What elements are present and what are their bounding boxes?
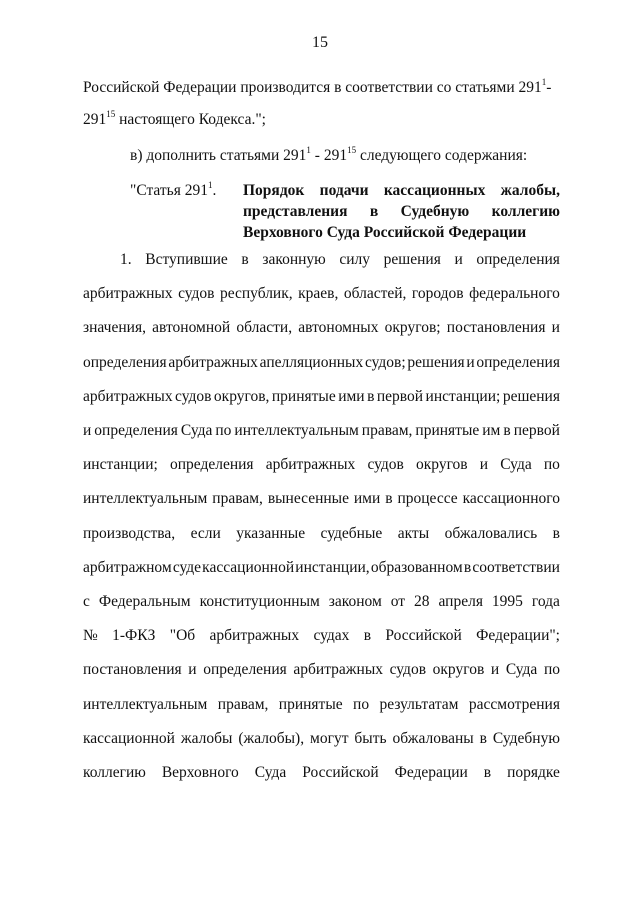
body-word: правам, (217, 695, 269, 713)
body-word: постановления (446, 319, 546, 337)
body-word: автономной (152, 319, 231, 337)
body-word: 1-ФКЗ (112, 627, 156, 645)
body-word: области, (236, 319, 293, 337)
body-word: и (454, 251, 463, 268)
body-word: принятые (415, 422, 480, 439)
body-word: акты (397, 524, 430, 542)
body-word: Верховного (161, 764, 239, 781)
body-word: интеллектуальным (83, 490, 208, 508)
body-line (83, 558, 560, 578)
body-word: года (531, 593, 560, 610)
body-word: Российской (302, 764, 379, 781)
body-line (120, 250, 560, 270)
body-word: Судебную (492, 729, 560, 747)
body-word: и (490, 661, 500, 679)
body-line (83, 318, 560, 338)
body-word: Суда (500, 456, 532, 474)
body-word: федерального (469, 285, 560, 303)
body-word: если (190, 524, 221, 542)
body-word: арбитражных (293, 661, 383, 679)
body-word: судов (367, 456, 404, 474)
body-word: законом (328, 593, 382, 610)
body-word: им (482, 422, 501, 439)
body-word: образованном (370, 558, 463, 576)
body-word: конституционным (199, 593, 320, 610)
body-word: № (83, 627, 98, 645)
body-word: жалобы (180, 729, 233, 747)
body-line (83, 592, 560, 612)
body-word: Российской (385, 627, 462, 645)
body-word: быть (354, 729, 387, 747)
body-word: определения (169, 456, 254, 474)
body-word: определения (83, 353, 167, 371)
body-word: соответствии (472, 558, 560, 576)
body-word: указанные (236, 524, 306, 542)
body-word: округов; (384, 319, 441, 337)
body-word: рассмотрения (468, 695, 560, 713)
body-word: значения, (83, 319, 146, 337)
body-word: результатам (379, 695, 459, 713)
article-title-line: представления в Судебную коллегию (243, 203, 560, 220)
body-word: вынесенные (267, 490, 349, 508)
body-word: арбитражных (168, 353, 258, 371)
body-word: краев, (298, 285, 339, 303)
body-word: кассационного (462, 490, 560, 508)
body-word: по (353, 695, 370, 713)
body-word: в (503, 422, 511, 439)
body-word: в (363, 627, 372, 645)
body-word: и (188, 661, 197, 679)
intro-line-1 (83, 78, 560, 98)
body-line (83, 763, 560, 783)
article-title-line: Верховного Суда Российской Федерации (243, 224, 527, 241)
body-line (83, 421, 560, 441)
body-word: Вступившие (145, 251, 228, 268)
body-word: судебные (320, 524, 383, 542)
body-line (83, 387, 560, 407)
body-word: по (543, 661, 560, 679)
body-word: коллегию (83, 764, 146, 781)
body-word: процессе (397, 490, 458, 508)
body-line (83, 626, 560, 646)
body-word: по (215, 422, 232, 439)
body-word: и (551, 319, 560, 337)
body-word: интеллектуальным (234, 422, 359, 439)
body-line (83, 455, 560, 475)
body-line (83, 729, 560, 749)
body-word: Федерации (394, 764, 468, 781)
body-line (83, 284, 560, 304)
body-word: округов, (213, 387, 270, 405)
body-line (83, 524, 560, 544)
body-word: суде (172, 558, 202, 576)
body-word: определения (476, 353, 560, 371)
body-word: (жалобы), (238, 729, 305, 747)
body-word: правам, (361, 422, 413, 439)
body-word: округов (416, 456, 468, 474)
body-word: Федерации"; (476, 627, 560, 645)
body-line (83, 695, 560, 715)
body-word: в (552, 524, 560, 542)
body-word: ими (338, 387, 365, 405)
body-word: кассационной (83, 729, 175, 747)
body-word: ими (353, 490, 381, 508)
body-word: городов (411, 285, 464, 303)
body-word: определения (203, 661, 287, 679)
body-word: принятые (278, 695, 343, 713)
body-word: арбитражном (83, 558, 172, 576)
body-word: и (479, 456, 489, 474)
body-word: принятые (271, 387, 336, 405)
body-word: могут (310, 729, 349, 747)
body-word: определения (94, 422, 178, 439)
body-word: определения (476, 251, 560, 268)
body-word: от (390, 593, 406, 610)
body-line (83, 660, 560, 680)
intro-line-1-text: Российской Федерации производится в соответствии со статьями $291^1-$ (83, 77, 552, 96)
body-word: решения (407, 353, 465, 371)
intro-line-2: $291^{15}$ настоящего Кодекса."; (83, 109, 266, 128)
body-word: обжаловались (444, 524, 538, 542)
body-word: интеллектуальным (83, 695, 208, 713)
article-title (243, 180, 560, 243)
article-label: "Статья $291^1$. (130, 180, 217, 199)
body-word: апреля (438, 593, 483, 610)
amendment-line: в) дополнить статьями $291^1 - 291^{15}$ следующего содержания: (130, 145, 528, 164)
body-word: апелляционных (259, 353, 364, 371)
body-word: арбитражных (83, 285, 173, 303)
page-number: 15 (312, 34, 328, 51)
body-word: судах (313, 627, 350, 645)
body-word: в (463, 558, 472, 576)
body-word: автономных (298, 319, 379, 337)
body-word: и (83, 422, 92, 439)
body-word: первой (513, 422, 560, 439)
body-word: судов (178, 285, 215, 303)
body-word: Суда (254, 764, 287, 781)
body-word: решения (502, 387, 560, 405)
body-word: округов (432, 661, 485, 679)
body-word: первой (376, 387, 424, 405)
body-word: постановления (83, 661, 182, 679)
body-word: инстанции; (83, 456, 158, 474)
body-word: в (241, 251, 249, 268)
body-word: Суда (180, 422, 213, 439)
body-word: в (367, 387, 375, 405)
body-word: инстанции; (425, 387, 501, 405)
body-word: законную (262, 251, 326, 268)
body-word: в (479, 729, 487, 747)
body-word: арбитражных (83, 387, 173, 405)
body-word: Суда (505, 661, 538, 679)
body-word: областей, (343, 285, 407, 303)
body-word: в (385, 490, 393, 508)
article-title-line: Порядок подачи кассационных жалобы, (243, 182, 560, 199)
body-word: судов (389, 661, 427, 679)
body-word: арбитражных (265, 456, 356, 474)
body-word: Федеральным (98, 593, 191, 610)
body-word: порядке (507, 764, 560, 781)
body-word: решения (383, 251, 441, 268)
body-word: по (543, 456, 560, 474)
body-word: инстанции, (295, 558, 370, 576)
body-word: производства, (83, 524, 176, 542)
body-word: силу (339, 251, 371, 268)
body-word: правам, (212, 490, 263, 508)
body-word: и (466, 353, 475, 371)
body-word: 28 (414, 593, 430, 610)
body-word: судов; (364, 353, 406, 371)
body-line (83, 489, 560, 509)
body-word: арбитражных (209, 627, 300, 645)
body-word: в (483, 764, 492, 781)
body-word: 1995 (491, 593, 523, 610)
body-word: 1. (120, 251, 132, 268)
body-line (83, 353, 560, 373)
body-word: кассационной (202, 558, 295, 576)
body-word: с (83, 593, 90, 610)
body-word: обжалованы (392, 729, 474, 747)
body-word: судов (175, 387, 212, 405)
body-word: "Об (169, 627, 196, 645)
body-word: республик, (219, 285, 293, 303)
